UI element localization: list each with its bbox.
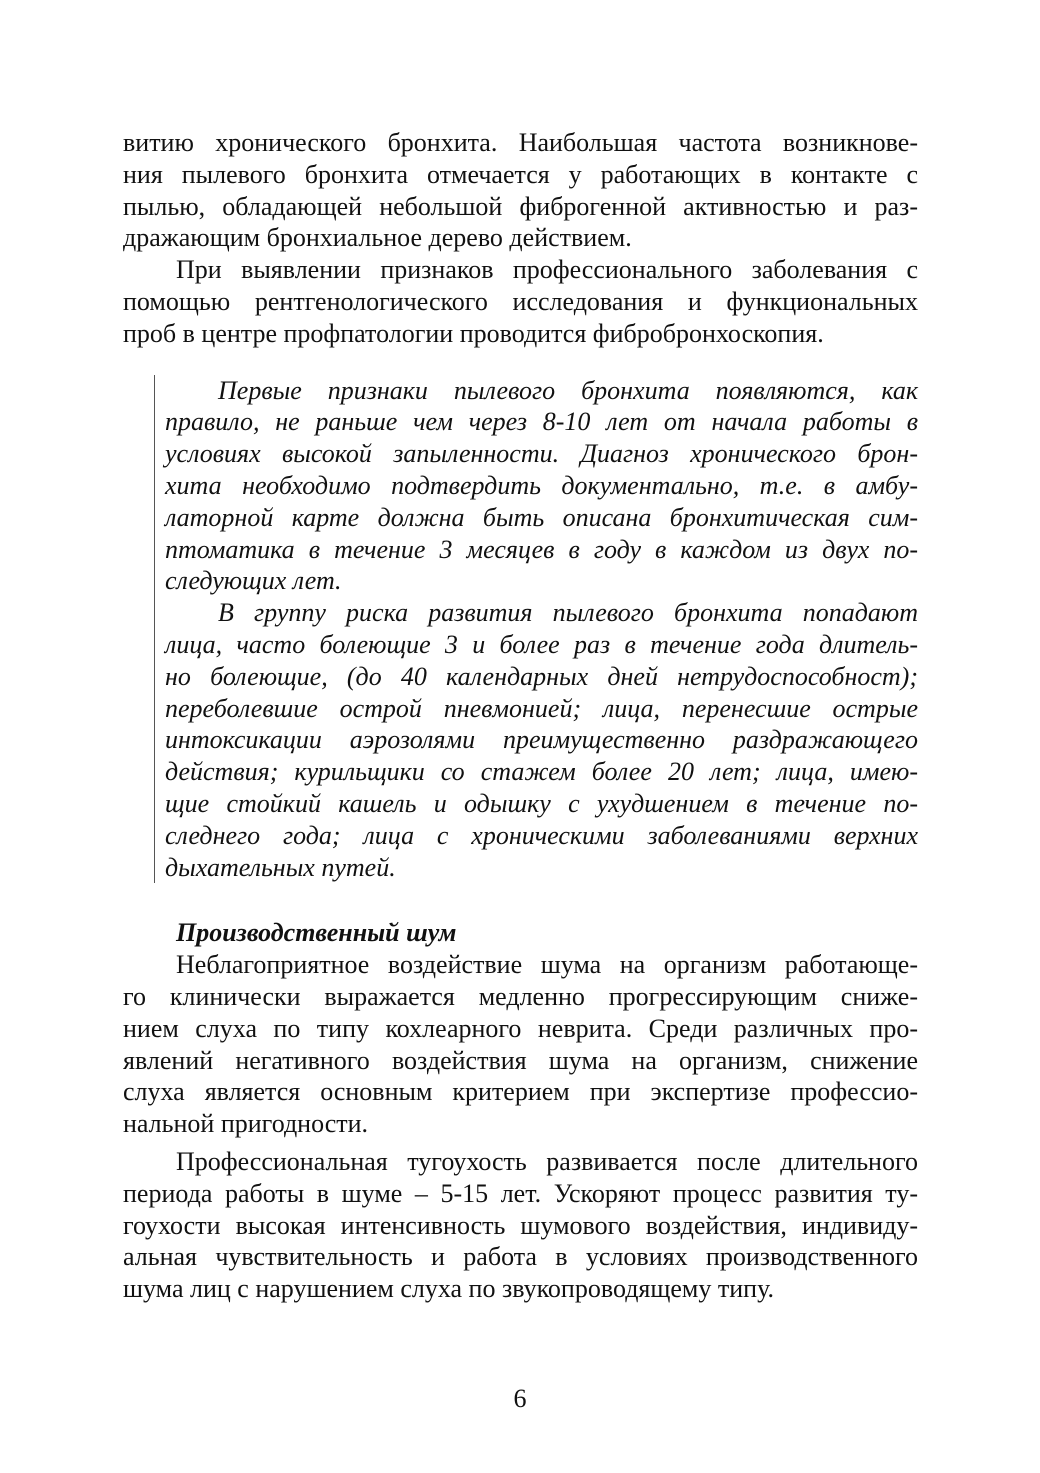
text-line: витию хронического бронхита. Наибольшая частота возникнове- bbox=[123, 128, 918, 157]
text-line: альная чувствительность и работа в условиях производственного bbox=[123, 1242, 918, 1272]
text-line: шума лиц с нарушением слуха по звукопроводящему типу. bbox=[123, 1274, 774, 1304]
text-line: периода работы в шуме – 5-15 лет. Ускоряют процесс развития ту- bbox=[123, 1178, 918, 1208]
text-line: птоматика в течение 3 месяцев в году в каждом из двух по- bbox=[165, 534, 918, 564]
note-margin-bar bbox=[154, 375, 155, 884]
text-line: действия; курильщики со стажем более 20 лет; лица, имею- bbox=[165, 757, 918, 787]
text-line: помощью рентгенологического исследования и функциональных bbox=[123, 286, 918, 316]
text-line: ния пылевого бронхита отмечается у работающих в контакте с bbox=[123, 159, 918, 189]
text-line: переболевшие острой пневмонией; лица, перенесшие острые bbox=[165, 693, 918, 723]
text-line: интоксикации аэрозолями преимущественно раздражающего bbox=[165, 725, 918, 755]
text-line: следнего года; лица с хроническими заболеваниями верхних bbox=[165, 820, 918, 850]
document-page bbox=[123, 127, 918, 1305]
paragraph-chronic-bronchitis bbox=[123, 127, 918, 254]
note-paragraph-first-signs bbox=[165, 375, 918, 598]
note-paragraph-risk-group bbox=[165, 597, 918, 883]
text-line: Неблагоприятное воздействие шума на организм работающе- bbox=[176, 950, 918, 980]
paragraph-noise-effects bbox=[123, 949, 918, 1140]
text-line: слуха является основным критерием при экспертизе профессио- bbox=[123, 1077, 918, 1107]
text-line: правило, не раньше чем через 8-10 лет от начала работы в bbox=[165, 407, 918, 437]
page-number: 6 bbox=[513, 1384, 527, 1413]
text-line: нием слуха по типу кохлеарного неврита. Среди различных про- bbox=[123, 1013, 918, 1043]
text-line: условиях высокой запыленности. Диагноз хронического брон- bbox=[165, 439, 918, 469]
text-line: При выявлении признаков профессионального заболевания с bbox=[176, 255, 918, 285]
text-line: лица, часто болеющие 3 и более раз в течение года длитель- bbox=[165, 629, 918, 659]
paragraph-diagnostics bbox=[123, 254, 918, 349]
text-line: дыхательных путей. bbox=[165, 852, 396, 882]
text-line: хита необходимо подтвердить документально, т.е. в амбу- bbox=[165, 470, 918, 500]
text-line: проб в центре профпатологии проводится фибробронхоскопия. bbox=[123, 318, 824, 348]
text-line: В группу риска развития пылевого бронхита попадают bbox=[218, 598, 918, 628]
text-line: Первые признаки пылевого бронхита появляются, как bbox=[218, 375, 918, 405]
text-line: следующих лет. bbox=[165, 566, 342, 596]
text-line: го клинически выражается медленно прогрессирующим сниже- bbox=[123, 981, 918, 1011]
text-line: латорной карте должна быть описана бронхитическая сим- bbox=[165, 502, 918, 532]
text-line: Профессиональная тугоухость развивается после длительного bbox=[176, 1146, 918, 1176]
text-line: нальной пригодности. bbox=[123, 1109, 369, 1139]
text-line: щие стойкий кашель и одышку с ухудшением в течение по- bbox=[165, 788, 918, 818]
text-line: пылью, обладающей небольшой фиброгенной активностью и раз- bbox=[123, 191, 918, 221]
text-line: но болеющие, (до 40 календарных дней нетрудоспособност); bbox=[165, 661, 918, 691]
highlighted-note-block bbox=[165, 375, 918, 884]
paragraph-hearing-loss bbox=[123, 1146, 918, 1305]
text-line: гоухости высокая интенсивность шумового воздействия, индивиду- bbox=[123, 1210, 918, 1240]
text-line: дражающим бронхиальное дерево действием. bbox=[123, 223, 632, 253]
section-heading: Производственный шум bbox=[176, 918, 457, 948]
text-line: явлений негативного воздействия шума на организм, снижение bbox=[123, 1045, 918, 1075]
